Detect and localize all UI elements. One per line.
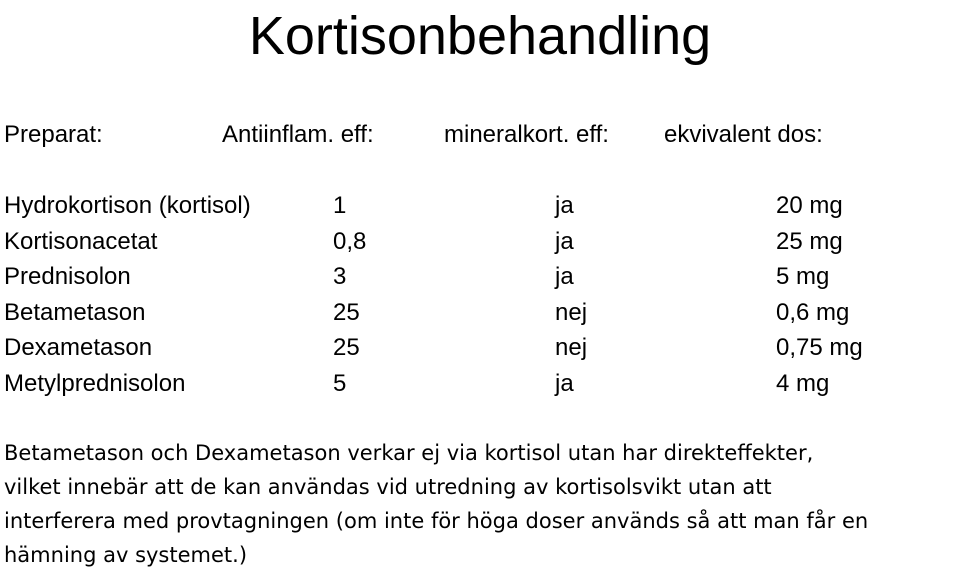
preparat-table	[0, 191, 960, 404]
ekvivalent-dose-value: 20 mg	[776, 192, 843, 219]
ekvivalent-dose-value: 0,75 mg	[776, 334, 863, 361]
note-line: interferera med provtagningen (om inte för höga doser används så att man får en	[4, 509, 869, 533]
preparat-name: Metylprednisolon	[4, 369, 186, 397]
note-line: Betametason och Dexametason verkar ej via kortisol utan har direkteffekter,	[4, 441, 814, 465]
ekvivalent-dose-value: 5 mg	[776, 263, 830, 290]
antiinflam-value: 25	[333, 334, 360, 361]
ekvivalent-dose-value: 0,6 mg	[776, 298, 850, 326]
preparat-name: Kortisonacetat	[4, 227, 158, 255]
mineralkort-value: nej	[555, 298, 588, 326]
mineralkort-value: ja	[555, 227, 574, 255]
column-header-antiinflam: Antiinflam. eff:	[222, 121, 374, 148]
mineralkort-value: ja	[555, 369, 574, 397]
column-header-mineralkort: mineralkort. eff:	[444, 121, 609, 148]
antiinflam-value: 5	[333, 369, 347, 397]
ekvivalent-dose-value: 4 mg	[776, 369, 830, 397]
preparat-name: Hydrokortison (kortisol)	[4, 192, 251, 219]
table-row	[0, 227, 960, 263]
mineralkort-value: nej	[555, 334, 588, 361]
preparat-name: Dexametason	[4, 334, 153, 361]
table-row	[0, 333, 960, 369]
table-row	[0, 298, 960, 334]
table-row	[0, 369, 960, 405]
antiinflam-value: 25	[333, 298, 360, 326]
page-title: Kortisonbehandling	[248, 6, 712, 66]
column-header-preparat: Preparat:	[4, 121, 103, 148]
note-paragraph	[4, 436, 956, 572]
preparat-name: Prednisolon	[4, 263, 131, 290]
note-line: hämning av systemet.)	[4, 543, 248, 567]
ekvivalent-dose-value: 25 mg	[776, 227, 843, 255]
preparat-name: Betametason	[4, 298, 146, 326]
table-row	[0, 262, 960, 298]
mineralkort-value: ja	[555, 263, 574, 290]
note-line: vilket innebär att de kan användas vid utredning av kortisolsvikt utan att	[4, 475, 772, 499]
antiinflam-value: 0,8	[333, 227, 367, 255]
table-row	[0, 191, 960, 227]
column-header-ekvivalent-dos: ekvivalent dos:	[664, 121, 823, 148]
mineralkort-value: ja	[555, 192, 574, 219]
antiinflam-value: 3	[333, 263, 347, 290]
antiinflam-value: 1	[333, 192, 347, 219]
